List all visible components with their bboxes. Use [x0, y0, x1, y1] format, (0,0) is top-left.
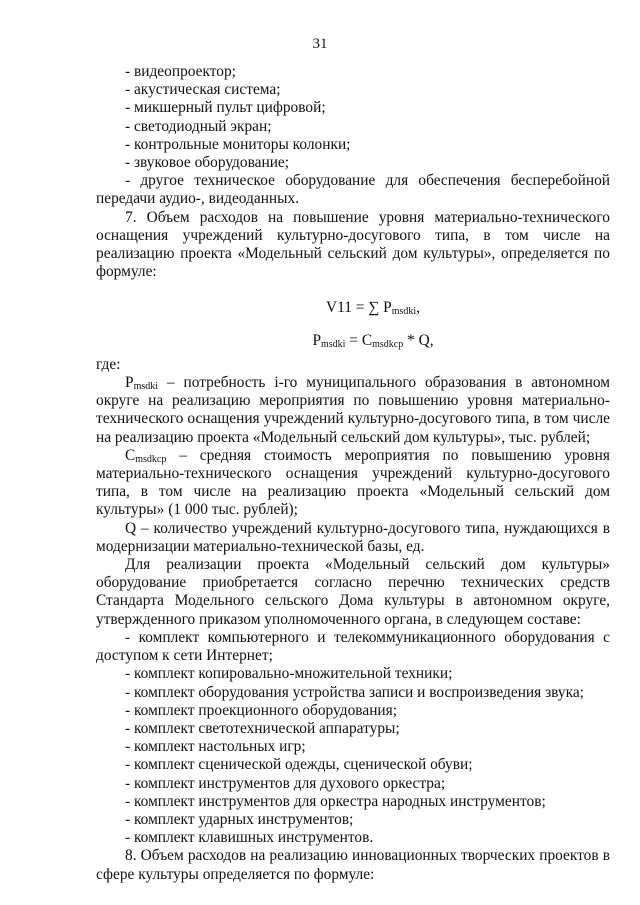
where-label: где:: [96, 355, 121, 373]
formula-p-sub: msdki: [321, 338, 346, 350]
list-item: - комплект инструментов для духового оркестра;: [125, 774, 446, 792]
document-body: [96, 63, 610, 884]
list-item: - видеопроектор;: [125, 63, 236, 80]
formula-pmsdki: [96, 332, 610, 350]
formula-tail: * Q,: [403, 331, 434, 349]
list-item: - комплект сценической одежды, сценической обуви;: [125, 756, 473, 774]
paragraph-model: Для реализации проекта «Модельный сельский дом культуры» оборудование приобретается согласно перечню технических средств Стандарта Модельного сельского Дома культуры в автономном округе, утвержденного приказом уполномоченного органа, в следующем составе:: [96, 556, 610, 628]
formula-v11: [96, 299, 610, 317]
def-p-text: – потребность i-го муниципального образования в автономном округе на реализацию мероприятия по повышению уровня материально-технического оснащения учреждений культурно-досугового типа, в том числе на реализацию проекта «Модельный сельский дом культуры», тыс. рублей;: [96, 374, 610, 446]
list-item: - комплект инструментов для оркестра народных инструментов;: [125, 792, 546, 810]
paragraph-8: 8. Объем расходов на реализацию инновационных творческих проектов в сфере культуры определяется по формуле:: [96, 847, 610, 883]
list-item: - комплект клавишных инструментов.: [125, 829, 374, 847]
def-p-symbol: P: [125, 374, 134, 392]
definition-p: [96, 374, 610, 447]
definition-c: [96, 447, 610, 520]
list-item: - комплект компьютерного и телекоммуникационного оборудования с доступом к сети Интернет;: [96, 628, 610, 665]
formula-v11-tail: ,: [416, 299, 420, 317]
formula-c-sub: msdkcp: [372, 338, 404, 350]
list-item: - комплект светотехнической аппаратуры;: [125, 719, 400, 737]
def-c-sub: msdkcp: [135, 453, 167, 465]
page-number: 31: [312, 36, 328, 52]
list-item: - комплект настольных игр;: [125, 738, 306, 756]
list-item: - акустическая система;: [125, 81, 281, 99]
list-item: - звуковое оборудование;: [125, 154, 290, 172]
def-p-sub: msdki: [133, 381, 159, 393]
formula-v11-sub: msdki: [391, 306, 417, 318]
formula-v11-lhs: V11 = ∑ P: [325, 299, 392, 317]
list-item: - комплект проекционного оборудования;: [125, 701, 398, 719]
formula-eq: = C: [345, 331, 373, 349]
list-item: - комплект ударных инструментов;: [125, 810, 354, 828]
list-item: - светодиодный экран;: [125, 117, 272, 135]
formula-p: P: [312, 331, 321, 349]
list-item: - контрольные мониторы колонки;: [125, 135, 351, 153]
list-item: - комплект копировально-множительной техники;: [125, 665, 453, 683]
list-item: - микшерный пульт цифровой;: [125, 99, 326, 117]
paragraph-7: 7. Объем расходов на повышение уровня материально-технического оснащения учреждений культурно-досугового типа, в том числе на реализацию проекта «Модельный сельский дом культуры», определяется по формуле:: [96, 208, 610, 281]
list-item: - комплект оборудования устройства записи и воспроизведения звука;: [125, 683, 584, 701]
def-c-text: – средняя стоимость мероприятия по повышению уровня материально-технического оснащения учреждений культурно-досугового типа, в том числе на реализацию проекта «Модельный сельский дом культуры» (1 000 тыс. рублей);: [96, 446, 610, 519]
definition-q: Q – количество учреждений культурно-досугового типа, нуждающихся в модернизации материально-технической базы, ед.: [96, 519, 610, 555]
list-item: - другое техническое оборудование для обеспечения бесперебойной передачи аудио-, видеоданных.: [96, 172, 610, 208]
def-c-symbol: C: [125, 446, 136, 464]
